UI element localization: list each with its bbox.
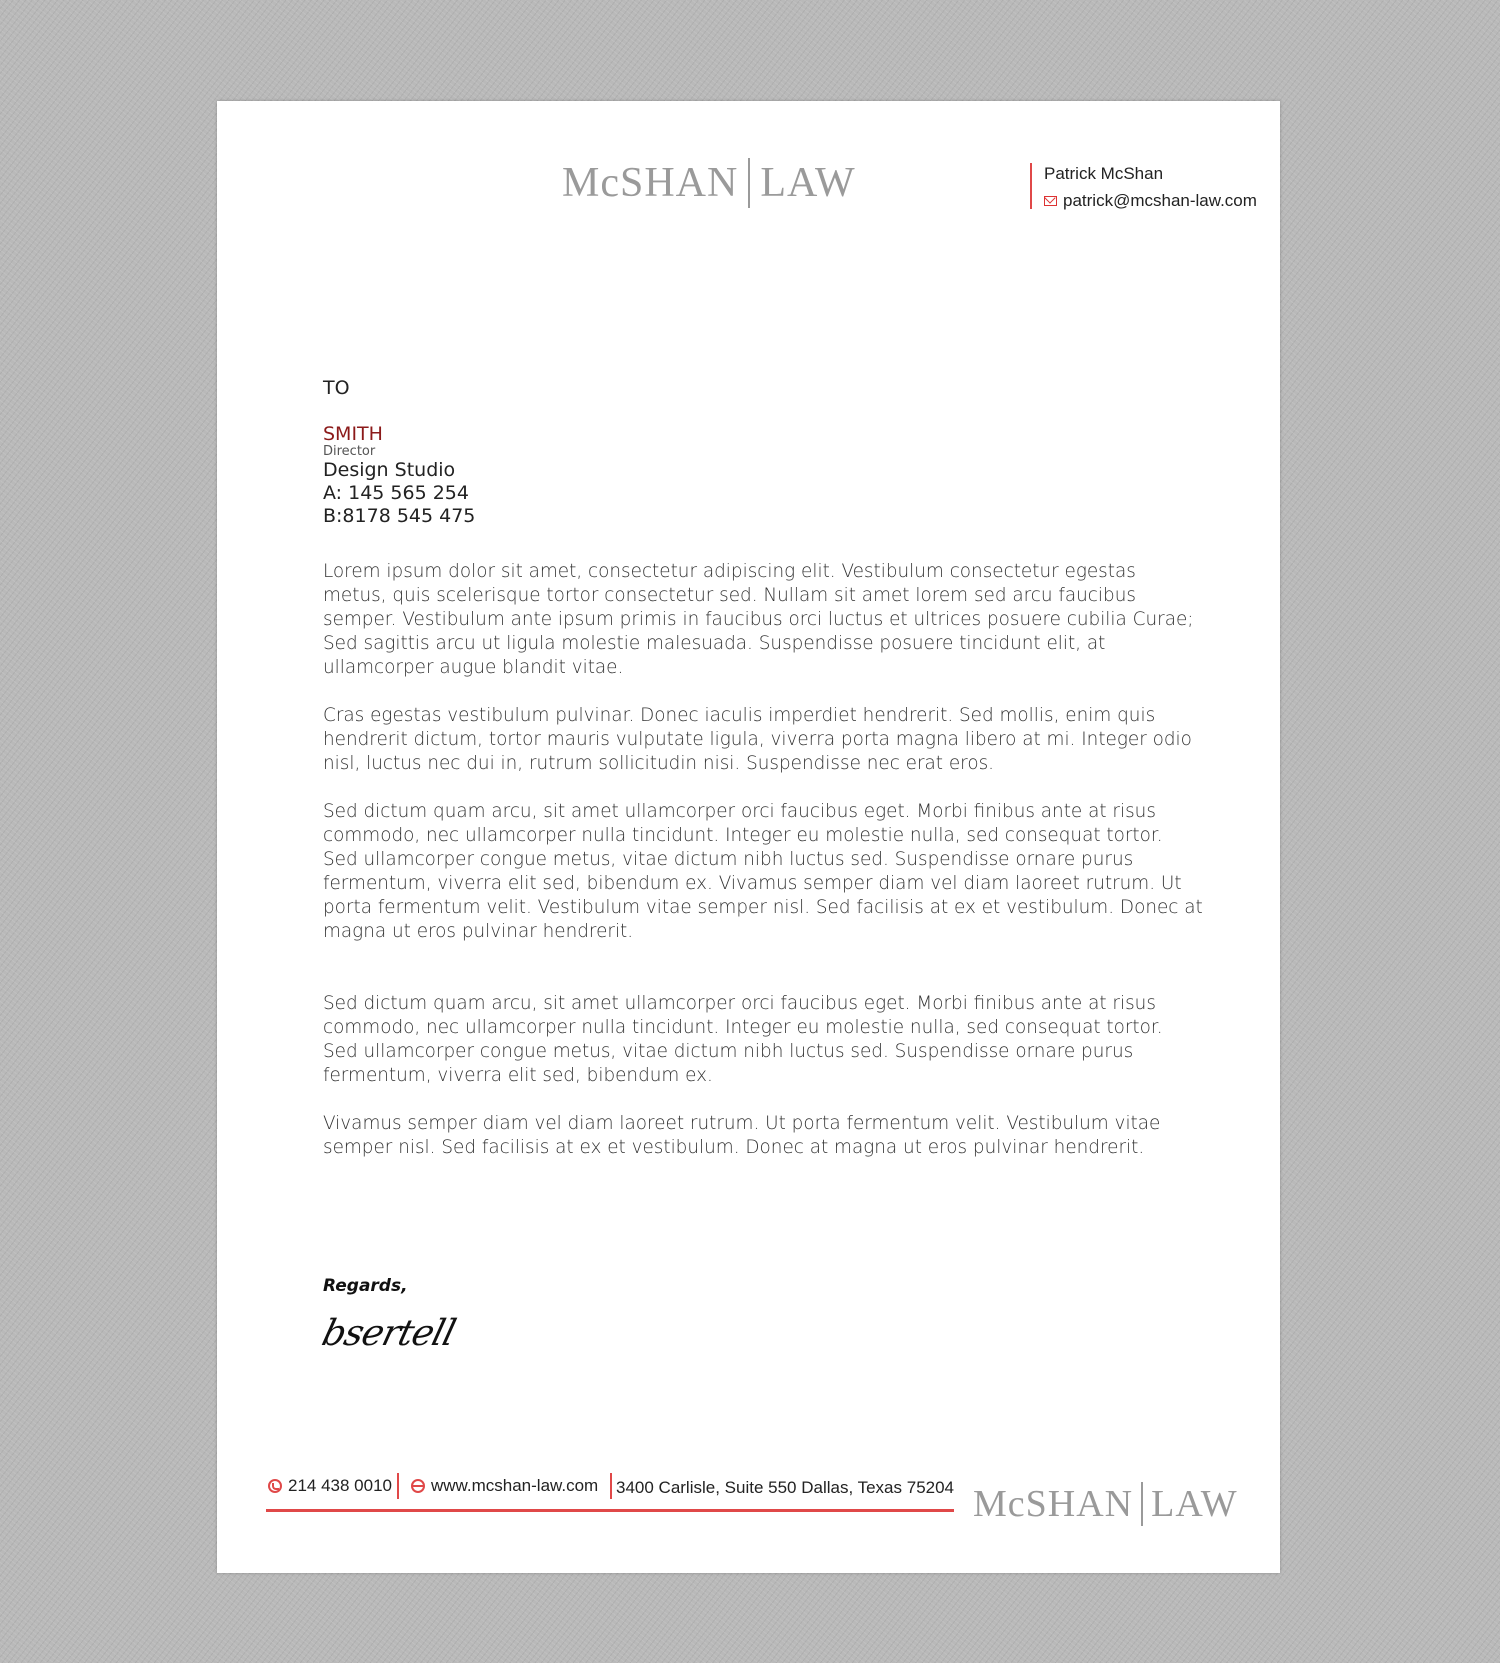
header-contact xyxy=(1030,163,1257,209)
footer-divider xyxy=(397,1473,399,1499)
logo-left-text: McSHAN xyxy=(973,1483,1134,1525)
recipient-block xyxy=(323,423,475,528)
recipient-name: SMITH xyxy=(323,423,383,445)
footer-website xyxy=(411,1471,598,1501)
header-logo xyxy=(562,158,856,208)
logo-divider xyxy=(1141,1482,1143,1526)
letterhead-page xyxy=(217,101,1280,1573)
logo-divider xyxy=(748,158,750,208)
contact-email-row xyxy=(1044,190,1257,217)
footer-phone-text[interactable]: 214 438 0010 xyxy=(288,1476,392,1495)
footer-logo xyxy=(973,1482,1238,1526)
footer-address: 3400 Carlisle, Suite 550 Dallas, Texas 75204 xyxy=(616,1478,955,1497)
body-paragraph: Sed dictum quam arcu, sit amet ullamcorper orci faucibus eget. Morbi finibus ante at risus commodo, nec ullamcorper nulla tincidunt. Integer eu molestie nulla, sed consequat tortor. Sed ullamcorper congue metus, vitae dictum nibh luctus sed. Suspendisse ornare purus fermentum, viverra elit sed, bibendum ex. Vivamus semper diam vel diam laoreet rutrum. Ut porta fermentum velit. Vestibulum vitae semper nisl. Sed facilisis at ex et vestibulum. Donec at magna ut eros pulvinar hendrerit. xyxy=(323,801,1203,942)
body-paragraph: Lorem ipsum dolor sit amet, consectetur adipiscing elit. Vestibulum consectetur egestas metus, quis scelerisque tortor consectetur sed. Nullam sit amet lorem sed arcu faucibus semper. Vestibulum ante ipsum primis in faucibus orci luctus et ultrices posuere cubilia Curae; Sed sagittis arcu ut ligula molestie malesuada. Suspendisse posuere tincidunt elit, at ullamcorper augue blandit vitae. xyxy=(323,561,1194,678)
body-paragraph: Sed dictum quam arcu, sit amet ullamcorper orci faucibus eget. Morbi finibus ante at risus commodo, nec ullamcorper nulla tincidunt. Integer eu molestie nulla, sed consequat tortor. Sed ullamcorper congue metus, vitae dictum nibh luctus sed. Suspendisse ornare purus fermentum, viverra elit sed, bibendum ex. xyxy=(323,993,1163,1086)
footer-divider xyxy=(610,1473,612,1499)
logo-left-text: McSHAN xyxy=(562,160,739,206)
closing: Regards, xyxy=(323,1276,408,1296)
contact-name: Patrick McShan xyxy=(1044,164,1164,183)
to-label: TO xyxy=(323,377,350,399)
recipient-line-b: B:8178 545 475 xyxy=(323,505,476,527)
recipient-company: Design Studio xyxy=(323,459,456,481)
footer-bar xyxy=(266,1471,954,1512)
recipient-title: Director xyxy=(323,444,376,459)
footer-website-text[interactable]: www.mcshan-law.com xyxy=(431,1476,599,1495)
recipient-line-a: A: 145 565 254 xyxy=(323,482,469,504)
mail-icon xyxy=(1044,196,1057,206)
logo-right-text: LAW xyxy=(1151,1483,1238,1525)
signature: bsertell xyxy=(317,1313,459,1354)
phone-icon xyxy=(268,1479,282,1493)
globe-icon xyxy=(411,1479,425,1493)
footer-phone xyxy=(268,1471,392,1501)
body-paragraph: Vivamus semper diam vel diam laoreet rutrum. Ut porta fermentum velit. Vestibulum vitae semper nisl. Sed facilisis at ex et vestibulum. Donec at magna ut eros pulvinar hendrerit. xyxy=(323,1113,1161,1158)
contact-email[interactable]: patrick@mcshan-law.com xyxy=(1063,191,1257,210)
letter-body xyxy=(323,560,1203,1184)
body-paragraph: Cras egestas vestibulum pulvinar. Donec iaculis imperdiet hendrerit. Sed mollis, enim quis hendrerit dictum, tortor mauris vulputate ligula, viverra porta magna libero at mi. Integer odio nisl, luctus nec dui in, rutrum sollicitudin nisi. Suspendisse nec erat eros. xyxy=(323,705,1192,774)
logo-right-text: LAW xyxy=(760,160,856,206)
